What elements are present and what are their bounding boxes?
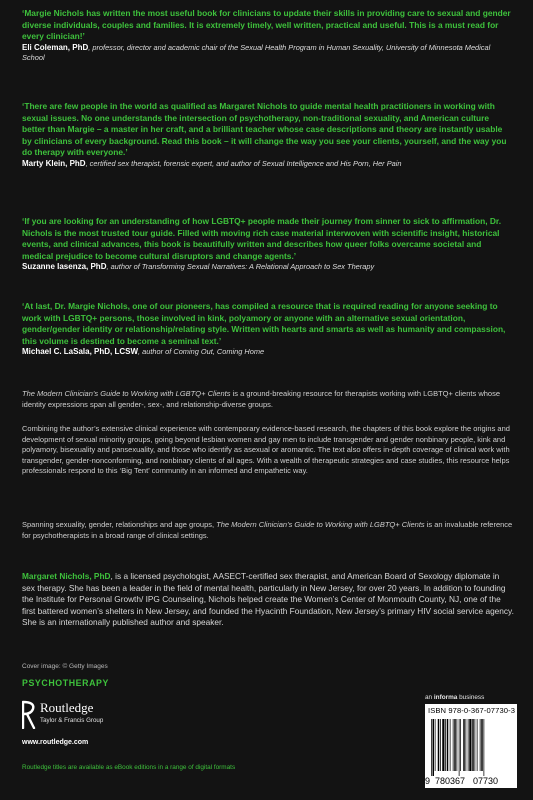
barcode-bar (475, 719, 476, 771)
praise-attribution (22, 262, 514, 272)
informa-prefix: an (425, 694, 434, 701)
author-bio (22, 571, 514, 629)
informa-suffix: business (457, 694, 485, 701)
praise-name: Eli Coleman, PhD (22, 42, 89, 52)
isbn-number: ISBN 978-0-367-07730-3 (428, 706, 516, 715)
praise-title: , certified sex therapist, forensic expert, and author of Sexual Intelligence and His Porn, Her Pain (85, 158, 402, 168)
barcode-bar (484, 719, 485, 777)
praise-block-1 (22, 8, 514, 63)
description-paragraph-3 (22, 520, 514, 541)
cover-image-credit: Cover image: © Getty Images (22, 663, 108, 670)
description-paragraph-1 (22, 389, 514, 410)
description-text: Spanning sexuality, gender, relationships and age groups, (22, 520, 217, 529)
praise-name: Michael C. LaSala, PhD, LCSW (22, 347, 139, 357)
barcode-bar (435, 719, 436, 771)
isbn-barcode (425, 704, 517, 788)
publisher-website[interactable]: www.routledge.com (22, 739, 89, 746)
barcode-bar (463, 719, 465, 771)
author-name: Margaret Nichols, PhD (22, 571, 111, 581)
barcode-bar (466, 719, 467, 771)
routledge-r-icon (22, 699, 36, 729)
barcode-lead-digit: 9 (425, 776, 431, 786)
barcode-bar (454, 719, 456, 771)
barcode-digits (425, 776, 517, 788)
barcode-group-2: 07730 (473, 776, 499, 786)
barcode-bar (440, 719, 441, 771)
praise-name: Marty Klein, PhD (22, 158, 86, 168)
barcode-bar (453, 719, 454, 771)
informa-business-label (425, 694, 484, 701)
praise-title: , professor, director and academic chair of the Sexual Health Program in Human Sexuality, University of Minnesota Medical School (22, 42, 491, 62)
barcode-bar (450, 719, 451, 771)
publisher-name: Routledge (40, 700, 94, 715)
barcode-bar (472, 719, 474, 771)
barcode-bars (431, 719, 511, 777)
barcode-bar (445, 719, 446, 771)
barcode-bar (447, 719, 449, 771)
praise-attribution (22, 159, 514, 169)
praise-block-4 (22, 301, 514, 357)
description-text: is an invaluable reference for psychotherapists in a broad range of clinical settings. (22, 520, 513, 540)
barcode-bar (468, 719, 469, 771)
informa-brand: informa (433, 694, 458, 701)
praise-quote: ‘Margie Nichols has written the most useful book for clinicians to update their skills in providing care to sexual and gender diverse individuals, couples and families. It is extremely timely, well written, practical and useful. This is a must read for every clinician!’ (22, 8, 511, 42)
praise-quote: ‘At last, Dr. Margie Nichols, one of our pioneers, has compiled a resource that is required reading for anyone seeking to work with LGBTQ+ persons, those involved in kink, polyamory or anyone with an alternative sexual orientation, gender/gender identity or relationship/relating style. Written with hearts and smarts as well as humanity and compassion, this volume is destined to become a seminal text.’ (22, 301, 506, 346)
ebook-note: Routledge titles are available as eBook editions in a range of digital formats (22, 764, 236, 771)
praise-block-2 (22, 101, 514, 169)
barcode-bar (469, 719, 471, 771)
barcode-bar (481, 719, 483, 771)
praise-title: , author of Coming Out, Coming Home (138, 347, 265, 357)
book-title: The Modern Clinician’s Guide to Working with LGBTQ+ Clients (22, 389, 231, 398)
barcode-bar (438, 719, 440, 771)
praise-attribution (22, 347, 514, 357)
barcode-group-1: 780367 (435, 776, 466, 786)
barcode-bar (433, 719, 435, 777)
praise-block-3 (22, 216, 514, 272)
praise-quote: ‘If you are looking for an understanding of how LGBTQ+ people made their journey from sinner to sick to affirmation, Dr. Nichols is the most trusted tour guide. Filled with moving rich case material interwoven with scientific insight, historical events, and clinical advances, this book is beautifully written and describes how queer folks overcame societal and medical prejudice to become cultural disruptors and change agents.’ (22, 216, 502, 261)
barcode-bar (442, 719, 444, 771)
routledge-logo (22, 697, 132, 733)
book-title: The Modern Clinician’s Guide to Working with LGBTQ+ Clients (216, 520, 425, 529)
barcode-bar (480, 719, 481, 771)
barcode-bar (457, 719, 458, 771)
barcode-bar (431, 719, 432, 777)
description-text: is a ground-breaking resource for therapists working with LGBTQ+ clients whose identity expressions span all gender-, sex-, and relationship-diverse groups. (22, 389, 500, 409)
barcode-bar (460, 719, 461, 771)
praise-name: Suzanne Iasenza, PhD (22, 262, 107, 272)
publisher-group: Taylor & Francis Group (40, 717, 104, 724)
praise-title: , author of Transforming Sexual Narratives: A Relational Approach to Sex Therapy (106, 262, 375, 272)
praise-attribution (22, 43, 514, 63)
praise-quote: ‘There are few people in the world as qualified as Margaret Nichols to guide mental health practitioners in working with sexual issues. No one understands the intersection of psychotherapy, non-traditional sexuality, and American culture better than Margie – a master in her craft, and a brilliant teacher whose case descriptions and theory are instantly usable by clinicians of every background. Read this book – it will change the way you see your clients, yourself, and the way you do therapy with everyone.’ (22, 101, 507, 158)
subject-category: PSYCHOTHERAPY (22, 678, 109, 688)
author-bio-text: , is a licensed psychologist, AASECT-certified sex therapist, and American Board of Sexology diplomate in sex therapy. She has been a leader in the field of mental health, particularly in New Jersey, for over 20 years. In addition to founding the Institute for Personal Growth/ IPG Counseling, Nichols helped create the Women’s Center of Monmouth County, NJ, one of the first battered women’s shelters in New Jersey, and founded the Hyacinth Foundation, New Jersey’s primary HIV social service agency. She is an internationally published author and speaker. (22, 571, 514, 627)
description-paragraph-2: Combining the author’s extensive clinical experience with contemporary evidence-based research, the chapters of this book explore the origins and development of sexual minority groups, going beyond lesbian women and gay men to include transgender and gender nonbinary people, kink and polyamory, bisexuality and pansexuality, and those who identify as asexual or aromantic. The text also offers in-depth coverage of clinical work with transgender, gender-nonconforming, and nonbinary clients of all ages. With a wealth of therapeutic strategies and case studies, this resource helps professionals respond to this ‘Big Tent’ community in an informed and empathetic way. (22, 424, 510, 476)
barcode-bar (459, 719, 460, 777)
barcode-bar (477, 719, 478, 771)
